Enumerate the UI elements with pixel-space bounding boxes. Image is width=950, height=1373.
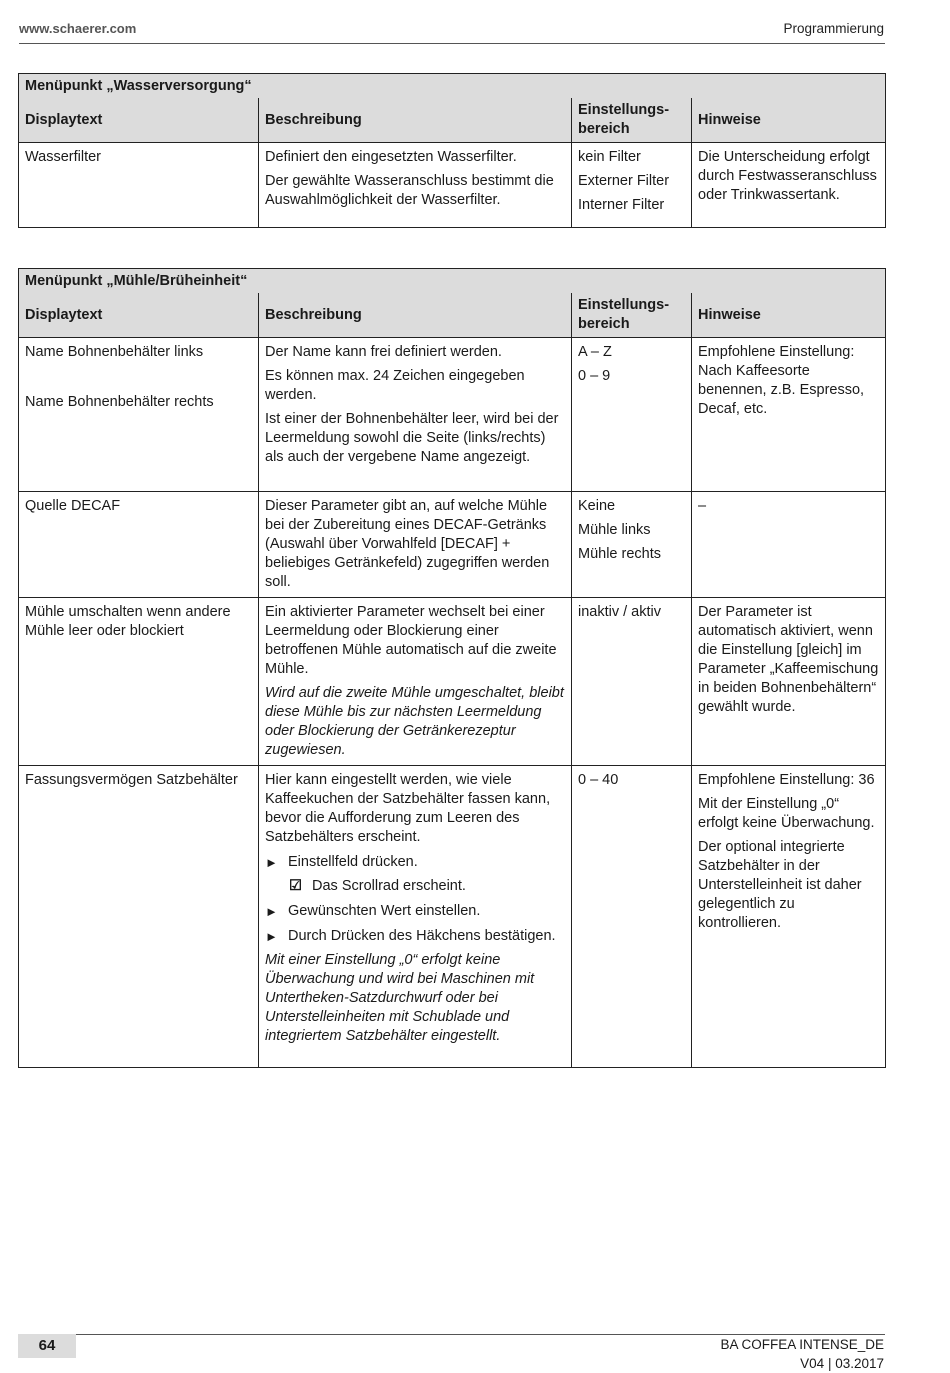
table-row (19, 598, 886, 766)
footer-divider (76, 1334, 885, 1335)
instruction-step (265, 927, 565, 946)
setting-value: A – Z (578, 344, 612, 360)
description-note-italic: Mit einer Einstellung „0“ erfolgt keine Überwachung und wird bei Maschinen mit Untertheken-Satzdurchwurf oder bei Unterstelleinheiten mit Schublade und integriertem Satzbehälter eingestellt. (265, 952, 535, 1044)
footer-document-name: BA COFFEA INTENSE_DE (720, 1337, 884, 1352)
table-row (19, 143, 886, 228)
header-url: www.schaerer.com (19, 21, 137, 36)
description-paragraph: Es können max. 24 Zeichen eingegeben werden. (265, 368, 525, 403)
description-paragraph: Definiert den eingesetzten Wasserfilter. (265, 149, 517, 165)
table-row (19, 766, 886, 1068)
display-name-right: Name Bohnenbehälter rechts (25, 394, 214, 410)
table-title: Menüpunkt „Mühle/Brüheinheit“ (19, 269, 886, 294)
column-header-displaytext: Displaytext (19, 98, 259, 143)
description-note-italic: Wird auf die zweite Mühle umgeschaltet, bleibt diese Mühle bis zur nächsten Leermeldung oder Blockierung der Getränkerezeptur zugewiesen. (265, 685, 564, 758)
page-number: 64 (38, 1337, 56, 1354)
description-paragraph: Hier kann eingestellt werden, wie viele Kaffeekuchen der Satzbehälter fassen kann, bevor die Aufforderung zum Leeren des Satzbehälters erscheint. (265, 772, 551, 845)
table-row (19, 492, 886, 598)
note-paragraph: Der optional integrierte Satzbehälter in der Unterstelleinheit ist daher gelegentlich zu kontrollieren. (698, 839, 862, 931)
column-header-hinweise: Hinweise (692, 293, 886, 338)
display-name-left: Name Bohnenbehälter links (25, 344, 204, 360)
cell-hinweise: – (692, 492, 886, 598)
setting-value: Externer Filter (578, 173, 670, 189)
step-text: Gewünschten Wert einstellen. (288, 903, 481, 919)
cell-einstellungsbereich (572, 143, 692, 228)
setting-value: Mühle rechts (578, 546, 662, 562)
cell-displaytext: Mühle umschalten wenn andere Mühle leer oder blockiert (19, 598, 259, 766)
column-header-beschreibung: Beschreibung (259, 98, 572, 143)
setting-value: Keine (578, 498, 616, 514)
cell-displaytext (19, 338, 259, 492)
step-arrow-icon: ► (265, 855, 278, 870)
column-header-beschreibung: Beschreibung (259, 293, 572, 338)
cell-einstellungsbereich: inaktiv / aktiv (572, 598, 692, 766)
table-wasserversorgung (18, 73, 886, 228)
cell-beschreibung (259, 766, 572, 1068)
cell-einstellungsbereich (572, 338, 692, 492)
note-paragraph: Empfohlene Einstellung: 36 (698, 772, 875, 788)
step-arrow-icon: ► (265, 929, 278, 944)
setting-value: Mühle links (578, 522, 651, 538)
column-header-einstellungsbereich: Einstellungs-bereich (572, 98, 692, 143)
checkbox-checked-icon: ☑ (289, 878, 302, 894)
instruction-step (265, 853, 565, 872)
cell-displaytext: Fassungsvermögen Satzbehälter (19, 766, 259, 1068)
description-paragraph: Der gewählte Wasseranschluss bestimmt die Auswahlmöglichkeit der Wasserfilter. (265, 173, 554, 208)
cell-hinweise: Empfohlene Einstellung: Nach Kaffeesorte benennen, z.B. Espresso, Decaf, etc. (692, 338, 886, 492)
cell-beschreibung (259, 598, 572, 766)
cell-einstellungsbereich: 0 – 40 (572, 766, 692, 1068)
table-muehle-brueheinheit (18, 268, 886, 1068)
setting-value: kein Filter (578, 149, 641, 165)
step-text: Durch Drücken des Häkchens bestätigen. (288, 928, 556, 944)
description-paragraph: Ist einer der Bohnenbehälter leer, wird bei der Leermeldung sowohl die Seite (links/rechts) als auch der vergebene Name angezeigt. (265, 411, 559, 465)
cell-displaytext: Quelle DECAF (19, 492, 259, 598)
column-header-displaytext: Displaytext (19, 293, 259, 338)
cell-hinweise: Die Unterscheidung erfolgt durch Festwasseranschluss oder Trinkwassertank. (692, 143, 886, 228)
table-row (19, 338, 886, 492)
column-header-einstellungsbereich: Einstellungs-bereich (572, 293, 692, 338)
cell-beschreibung: Dieser Parameter gibt an, auf welche Mühle bei der Zubereitung eines DECAF-Getränks (Auswahl über Vorwahlfeld [DECAF] + beliebiges Getränkefeld) zugegriffen werden soll. (259, 492, 572, 598)
result-text: Das Scrollrad erscheint. (312, 878, 466, 894)
setting-value: Interner Filter (578, 197, 665, 213)
setting-value: 0 – 9 (578, 368, 611, 384)
cell-beschreibung (259, 143, 572, 228)
cell-hinweise: Der Parameter ist automatisch aktiviert, wenn die Einstellung [gleich] im Parameter „Kaffeemischung in beiden Bohnenbehältern“ gewählt wurde. (692, 598, 886, 766)
column-header-hinweise: Hinweise (692, 98, 886, 143)
cell-einstellungsbereich (572, 492, 692, 598)
description-paragraph: Der Name kann frei definiert werden. (265, 344, 502, 360)
step-result (265, 877, 565, 896)
cell-displaytext: Wasserfilter (19, 143, 259, 228)
header-divider (19, 43, 885, 44)
cell-hinweise (692, 766, 886, 1068)
instruction-step (265, 902, 565, 921)
footer-version: V04 | 03.2017 (800, 1356, 884, 1371)
step-text: Einstellfeld drücken. (288, 854, 418, 870)
step-arrow-icon: ► (265, 904, 278, 919)
cell-beschreibung (259, 338, 572, 492)
header-section-title: Programmierung (783, 21, 884, 36)
note-paragraph: Mit der Einstellung „0“ erfolgt keine Überwachung. (698, 796, 875, 831)
description-paragraph: Ein aktivierter Parameter wechselt bei einer Leermeldung oder Blockierung einer betroffenen Mühle automatisch auf die zweite Mühle. (265, 604, 557, 677)
table-title: Menüpunkt „Wasserversorgung“ (19, 74, 886, 99)
